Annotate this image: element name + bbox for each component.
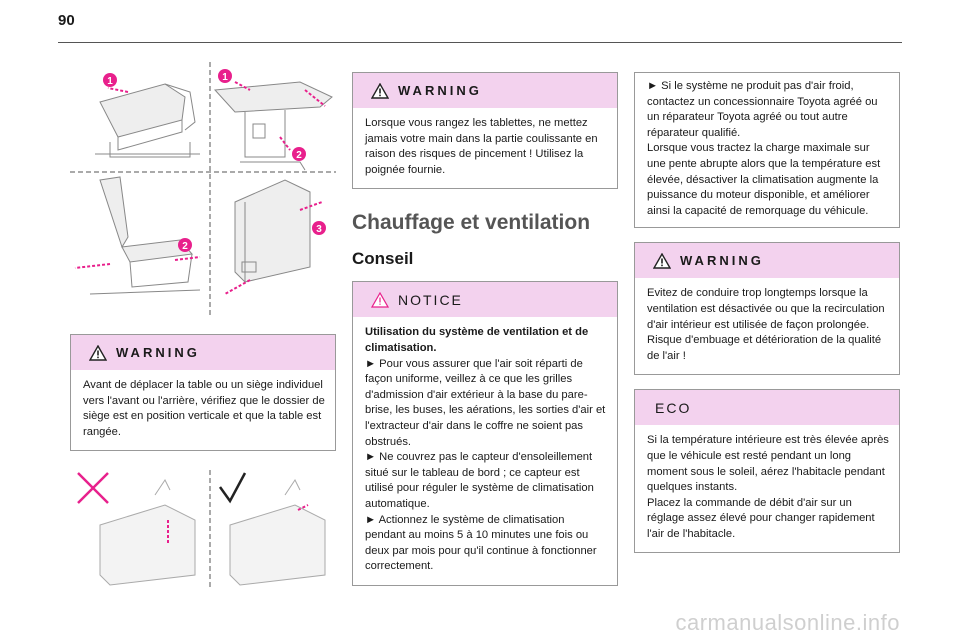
intro-box — [634, 72, 900, 228]
intro-text: ► Si le système ne produit pas d'air froid, contactez un concessionnaire Toyota agréé ou un réparateur Toyota agréé ou tout autre réparateur qualifié. — [647, 80, 878, 139]
warning-box-tablets — [352, 72, 618, 189]
notice-bullet-2: ► Ne couvrez pas le capteur d'ensoleillement situé sur le tableau de bord ; ce capteur est utilisé pour réguler le système de climatisation automatique. — [365, 451, 594, 510]
page-number: 90 — [58, 12, 75, 29]
warning-triangle-icon — [653, 253, 671, 269]
notice-heading: Utilisation du système de ventilation et de climatisation. — [365, 326, 589, 354]
folded-seat-drawing — [95, 84, 200, 157]
console-right-drawing — [230, 480, 325, 585]
console-wrong-drawing — [100, 480, 195, 585]
correct-check-icon — [220, 473, 245, 501]
notice-bullet-1: ► Pour vous assurer que l'air soit réparti de façon uniforme, veillez à ce que les grilles d'admission d'air extérieur à la base du pare-brise, les buses, les aérations, les sorties d'air et l'extracteur d'air dans le coffre ne soient pas obstrués. — [365, 357, 606, 448]
column-1 — [70, 62, 336, 600]
column-3 — [634, 72, 900, 553]
warning-text: Avant de déplacer la table ou un siège individuel vers l'avant ou l'arrière, vérifiez que le dossier de siège est en position verticale et que la table est rangée. — [83, 379, 325, 438]
eco-label: ECO — [655, 399, 692, 416]
notice-box — [352, 281, 618, 586]
eco-box — [634, 389, 900, 553]
table-console-drawing — [215, 82, 332, 170]
seat-table-illustration — [70, 62, 336, 317]
callout-2b-label: 2 — [182, 241, 188, 252]
notice-label: NOTICE — [398, 291, 463, 308]
towing-text: Lorsque vous tractez la charge maximale sur une pente abrupte alors que la température est élevée, désactiver la climatisation augmente la puissance du moteur disponible, et améliorer ainsi la capacité de remorquage du véhicule. — [647, 142, 881, 217]
warning-label: WARNING — [398, 83, 482, 98]
arrow-icon — [108, 88, 128, 92]
callout-1b-label: 1 — [222, 72, 228, 83]
eco-text-1: Si la température intérieure est très élevée après que le véhicule est resté pendant un long moment sous le soleil, aérez l'habitacle pendant quelques instants. — [647, 434, 889, 494]
top-rule — [58, 42, 902, 43]
handle-usage-illustration — [70, 465, 336, 595]
watermark: carmanualsonline.info — [675, 610, 900, 635]
warning-label: WARNING — [116, 345, 200, 360]
callout-3-label: 3 — [316, 224, 322, 235]
column-2 — [352, 72, 618, 586]
warning-text: Evitez de conduire trop longtemps lorsque la ventilation est désactivée ou que la recirculation d'air intérieur est utilisée de façon prolongée. Risque d'embuage et détérioration de la qualité de l'air ! — [647, 287, 885, 362]
warning-box-seat — [70, 334, 336, 451]
seat-drawing — [90, 177, 200, 294]
notice-bullet-3: ► Actionnez le système de climatisation pendant au moins 5 à 10 minutes une fois ou deux par mois pour qu'il continue à fonctionner correctement. — [365, 513, 597, 573]
wrong-cross-icon — [78, 473, 108, 503]
warning-triangle-icon — [89, 345, 107, 361]
notice-triangle-icon — [371, 292, 389, 308]
section-title: Chauffage et ventilation — [352, 211, 591, 235]
warning-triangle-icon — [371, 83, 389, 99]
callout-1-label: 1 — [107, 76, 113, 87]
callout-2-label: 2 — [296, 150, 302, 161]
console-slide-drawing — [235, 180, 310, 282]
eco-text-2: Placez la commande de débit d'air sur un réglage assez élevé pour changer rapidement l'air de l'habitacle. — [647, 496, 875, 540]
subsection-title: Conseil — [352, 249, 414, 269]
warning-text: Lorsque vous rangez les tablettes, ne mettez jamais votre main dans la partie coulissante en raison des risques de pincement ! Utilisez la poignée fournie. — [365, 117, 598, 176]
warning-label: WARNING — [680, 253, 764, 269]
warning-box-ventilation — [634, 242, 900, 375]
